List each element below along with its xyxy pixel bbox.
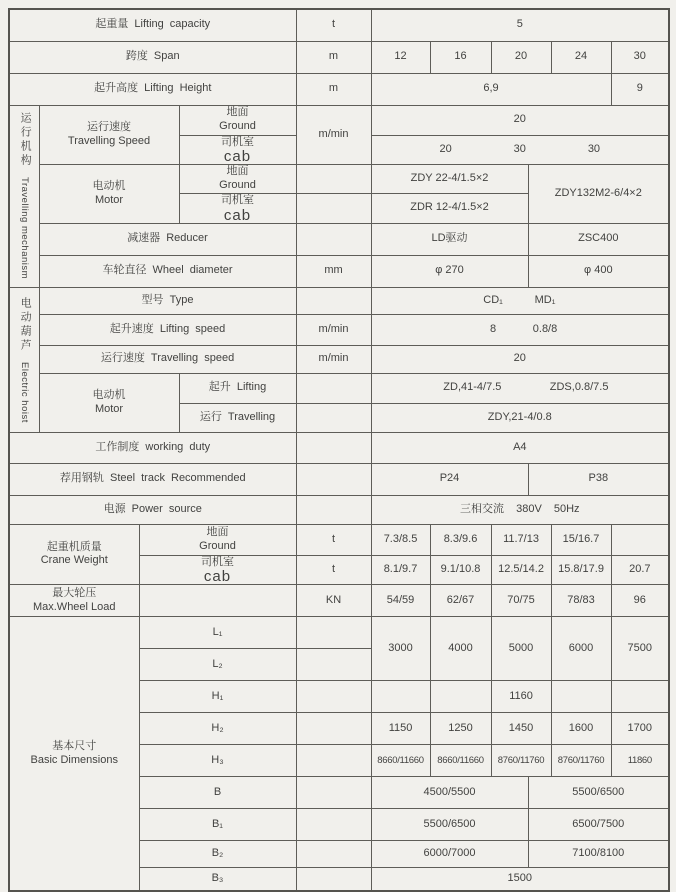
- crane-weight-unit: t: [296, 524, 371, 555]
- wheel-diameter-right-value: φ 400: [528, 255, 669, 287]
- reducer-left-value: LD驱动: [371, 223, 528, 255]
- lifting-capacity-value: 5: [371, 9, 669, 41]
- crane-weight-unit: t: [296, 555, 371, 585]
- dim-unit-empty: [296, 777, 371, 809]
- lifting-height-unit: m: [296, 73, 371, 105]
- ground-cn: 地面: [206, 525, 229, 538]
- dim-H1-value-empty: [551, 681, 611, 713]
- dim-B1-right-value: 6500/7500: [528, 809, 669, 841]
- tm-motor-label: [39, 165, 179, 223]
- hoist-motor-unit-empty: [296, 373, 371, 403]
- hoist-motor-lifting-sublabel: 起升 Lifting: [179, 373, 296, 403]
- row-dim-L1: [9, 617, 669, 649]
- section-label-cn: 电动葫芦: [19, 296, 32, 353]
- cab-speed-value: 20: [439, 143, 452, 155]
- hoist-type-label: 型号 Type: [39, 287, 296, 314]
- wheel-diameter-left-value: φ 270: [371, 255, 528, 287]
- tm-speed-label-cn: 运行速度: [87, 121, 131, 134]
- crane-weight-ground-sublabel: [139, 524, 296, 555]
- lifting-height-value-30span: 9: [611, 73, 669, 105]
- hoist-type-b: MD₁: [534, 293, 556, 306]
- hoist-type-a: CD₁: [483, 293, 503, 306]
- tm-speed-unit: m/min: [296, 105, 371, 165]
- row-lifting-height: [9, 73, 669, 105]
- tm-motor-label-cn: 电动机: [92, 180, 126, 193]
- tm-speed-ground-sublabel: [179, 105, 296, 135]
- hoist-motor-label: [39, 373, 179, 432]
- tm-motor-ground-value: ZDY 22-4/1.5×2: [371, 165, 528, 194]
- tm-motor-right-value: ZDY132M2-6/4×2: [528, 165, 669, 223]
- span-value: 20: [491, 41, 551, 73]
- reducer-right-value: ZSC400: [528, 223, 669, 255]
- dim-unit-empty: [296, 868, 371, 891]
- hoist-motor-label-en: Motor: [94, 402, 124, 415]
- basic-dimensions-label-cn: 基本尺寸: [52, 739, 97, 752]
- section-electric-hoist: [9, 287, 39, 432]
- row-lifting-capacity: [9, 9, 669, 41]
- crane-weight-value: 20.7: [611, 555, 669, 585]
- dim-H2-value: 1250: [430, 713, 491, 745]
- hoist-lifting-speed-a: 8: [490, 322, 497, 335]
- steel-track-label: 荐用钢轨 Steel track Recommended: [9, 463, 296, 495]
- section-label-en: Electric hoist: [19, 361, 31, 423]
- tm-motor-cab-value: ZDR 12-4/1.5×2: [371, 193, 528, 223]
- crane-weight-value: 9.1/10.8: [430, 555, 491, 585]
- ground-cn: 地面: [226, 106, 249, 119]
- row-steel-track: [9, 463, 669, 495]
- dim-sublabel-L2: L₂: [139, 649, 296, 681]
- hoist-motor-unit-empty: [296, 403, 371, 432]
- row-power-source: [9, 495, 669, 524]
- dim-H1-value-empty: [430, 681, 491, 713]
- hoist-travelling-speed-value: 20: [371, 345, 669, 373]
- span-value: 16: [430, 41, 491, 73]
- tm-speed-label: [39, 105, 179, 165]
- reducer-unit-empty: [296, 223, 371, 255]
- ground-cn: 地面: [226, 165, 249, 178]
- wheel-diameter-label: 车轮直径 Wheel diameter: [39, 255, 296, 287]
- working-duty-value: A4: [371, 432, 669, 463]
- hoist-motor-lifting-b: ZDS,0.8/7.5: [549, 381, 609, 394]
- dim-L-value: 5000: [491, 617, 551, 681]
- max-wheel-load-value: 70/75: [491, 585, 551, 617]
- tm-speed-label-en: Travelling Speed: [67, 134, 151, 147]
- row-wheel-diameter: [9, 255, 669, 287]
- dim-B2-right-value: 7100/8100: [528, 841, 669, 868]
- ground-en: Ground: [219, 179, 256, 191]
- row-hoist-travelling-speed: [9, 345, 669, 373]
- steel-track-left-value: P24: [371, 463, 528, 495]
- crane-weight-label-en: Crane Weight: [40, 554, 108, 567]
- dim-L-value: 7500: [611, 617, 669, 681]
- dim-sublabel-H2: H₂: [139, 713, 296, 745]
- dim-sublabel-B2: B₂: [139, 841, 296, 868]
- dim-H3-value: 8760/11760: [551, 745, 611, 777]
- dim-unit-empty: [296, 681, 371, 713]
- span-unit: m: [296, 41, 371, 73]
- dim-sublabel-B1: B₁: [139, 809, 296, 841]
- row-max-wheel-load: [9, 585, 669, 617]
- dim-H1-value: 1160: [491, 681, 551, 713]
- tm-motor-unit-empty: [296, 193, 371, 223]
- cab-en: cab: [223, 206, 252, 223]
- tm-motor-cab-sublabel: [179, 193, 296, 223]
- tm-speed-cab-sublabel: [179, 135, 296, 165]
- dim-H3-value: 8660/11660: [430, 745, 491, 777]
- tm-speed-cab-values: [371, 135, 669, 165]
- max-wheel-load-label: [9, 585, 139, 617]
- crane-weight-value: 12.5/14.2: [491, 555, 551, 585]
- dim-unit-empty: [296, 617, 371, 649]
- dim-sublabel-B3: B₃: [139, 868, 296, 891]
- crane-weight-value: 8.3/9.6: [430, 524, 491, 555]
- cab-cn: 司机室: [221, 135, 254, 148]
- crane-weight-value: [611, 524, 669, 555]
- reducer-label: 减速器 Reducer: [39, 223, 296, 255]
- row-hoist-lifting-speed: [9, 314, 669, 345]
- dim-unit-empty: [296, 649, 371, 681]
- cab-cn: 司机室: [201, 555, 234, 568]
- row-crane-weight-ground: [9, 524, 669, 555]
- crane-weight-value: 15/16.7: [551, 524, 611, 555]
- dim-H2-value: 1150: [371, 713, 430, 745]
- crane-weight-value: 8.1/9.7: [371, 555, 430, 585]
- crane-weight-value: 7.3/8.5: [371, 524, 430, 555]
- dim-H2-value: 1600: [551, 713, 611, 745]
- hoist-travelling-speed-label: 运行速度 Travelling speed: [39, 345, 296, 373]
- power-source-label: 电源 Power source: [9, 495, 296, 524]
- dim-unit-empty: [296, 745, 371, 777]
- cab-cn: 司机室: [221, 193, 254, 206]
- row-tm-speed-ground: [9, 105, 669, 135]
- span-value: 30: [611, 41, 669, 73]
- dim-L-value: 3000: [371, 617, 430, 681]
- hoist-motor-lifting-a: ZD,41-4/7.5: [443, 381, 502, 394]
- section-label-en: Travelling mechanism: [19, 177, 31, 280]
- hoist-motor-travelling-value: ZDY,21-4/0.8: [371, 403, 669, 432]
- row-tm-motor-ground: [9, 165, 669, 194]
- hoist-lifting-speed-label: 起升速度 Lifting speed: [39, 314, 296, 345]
- hoist-motor-label-cn: 电动机: [92, 388, 126, 401]
- hoist-type-unit-empty: [296, 287, 371, 314]
- dim-unit-empty: [296, 841, 371, 868]
- crane-weight-value: 11.7/13: [491, 524, 551, 555]
- dim-H2-value: 1450: [491, 713, 551, 745]
- row-hoist-type: [9, 287, 669, 314]
- max-wheel-load-value: 78/83: [551, 585, 611, 617]
- crane-weight-label: [9, 524, 139, 585]
- tm-motor-ground-sublabel: [179, 165, 296, 194]
- cab-speed-value: 30: [587, 143, 601, 155]
- row-working-duty: [9, 432, 669, 463]
- row-span: [9, 41, 669, 73]
- cab-en: cab: [203, 568, 232, 585]
- basic-dimensions-label: [9, 617, 139, 891]
- hoist-motor-lifting-value: [371, 373, 669, 403]
- dim-B-right-value: 5500/6500: [528, 777, 669, 809]
- dim-unit-empty: [296, 809, 371, 841]
- section-label-cn: 运行机构: [19, 112, 32, 169]
- power-source-unit-empty: [296, 495, 371, 524]
- dim-H3-value: 8760/11760: [491, 745, 551, 777]
- crane-weight-cab-sublabel: [139, 555, 296, 585]
- ground-en: Ground: [219, 120, 256, 132]
- tm-motor-unit-empty: [296, 165, 371, 194]
- wheel-diameter-unit: mm: [296, 255, 371, 287]
- max-wheel-load-sublabel-empty: [139, 585, 296, 617]
- tm-motor-label-en: Motor: [94, 193, 124, 206]
- steel-track-right-value: P38: [528, 463, 669, 495]
- lifting-height-value: 6,9: [371, 73, 611, 105]
- dim-sublabel-H1: H₁: [139, 681, 296, 713]
- max-wheel-load-value: 54/59: [371, 585, 430, 617]
- hoist-lifting-speed-unit: m/min: [296, 314, 371, 345]
- dim-B3-value: 1500: [371, 868, 669, 891]
- row-hoist-motor-lifting: [9, 373, 669, 403]
- basic-dimensions-label-en: Basic Dimensions: [30, 753, 118, 766]
- crane-specification-table: [8, 8, 670, 892]
- span-label: 跨度 Span: [9, 41, 296, 73]
- row-reducer: [9, 223, 669, 255]
- crane-weight-value: 15.8/17.9: [551, 555, 611, 585]
- dim-L-value: 6000: [551, 617, 611, 681]
- dim-sublabel-L1: L₁: [139, 617, 296, 649]
- dim-B1-left-value: 5500/6500: [371, 809, 528, 841]
- dim-H3-value: 8660/11660: [371, 745, 430, 777]
- max-wheel-load-value: 96: [611, 585, 669, 617]
- hoist-travelling-speed-unit: m/min: [296, 345, 371, 373]
- lifting-height-label: 起升高度 Lifting Height: [9, 73, 296, 105]
- max-wheel-load-unit: KN: [296, 585, 371, 617]
- max-wheel-load-value: 62/67: [430, 585, 491, 617]
- dim-sublabel-B: B: [139, 777, 296, 809]
- hoist-motor-travelling-sublabel: 运行 Travelling: [179, 403, 296, 432]
- cab-speed-value: 30: [513, 143, 526, 155]
- working-duty-unit-empty: [296, 432, 371, 463]
- hoist-type-value: [371, 287, 669, 314]
- power-source-value: 三相交流 380V 50Hz: [371, 495, 669, 524]
- dim-L-value: 4000: [430, 617, 491, 681]
- steel-track-unit-empty: [296, 463, 371, 495]
- dim-unit-empty: [296, 713, 371, 745]
- dim-H1-value-empty: [611, 681, 669, 713]
- ground-en: Ground: [199, 539, 236, 552]
- hoist-lifting-speed-b: 0.8/8: [532, 322, 558, 335]
- dim-H3-value: 11860: [611, 745, 669, 777]
- hoist-lifting-speed-value: [371, 314, 669, 345]
- lifting-capacity-label: 起重量 Lifting capacity: [9, 9, 296, 41]
- section-travelling-mechanism: [9, 105, 39, 287]
- dim-sublabel-H3: H₃: [139, 745, 296, 777]
- max-wheel-load-label-cn: 最大轮压: [52, 587, 97, 599]
- working-duty-label: 工作制度 working duty: [9, 432, 296, 463]
- dim-H2-value: 1700: [611, 713, 669, 745]
- tm-speed-ground-value: 20: [371, 105, 669, 135]
- cab-en: cab: [223, 148, 252, 165]
- span-value: 24: [551, 41, 611, 73]
- dim-B-left-value: 4500/5500: [371, 777, 528, 809]
- span-value: 12: [371, 41, 430, 73]
- dim-H1-value-empty: [371, 681, 430, 713]
- crane-weight-label-cn: 起重机质量: [46, 540, 102, 553]
- lifting-capacity-unit: t: [296, 9, 371, 41]
- dim-B2-left-value: 6000/7000: [371, 841, 528, 868]
- max-wheel-load-label-en: Max.Wheel Load: [32, 600, 116, 613]
